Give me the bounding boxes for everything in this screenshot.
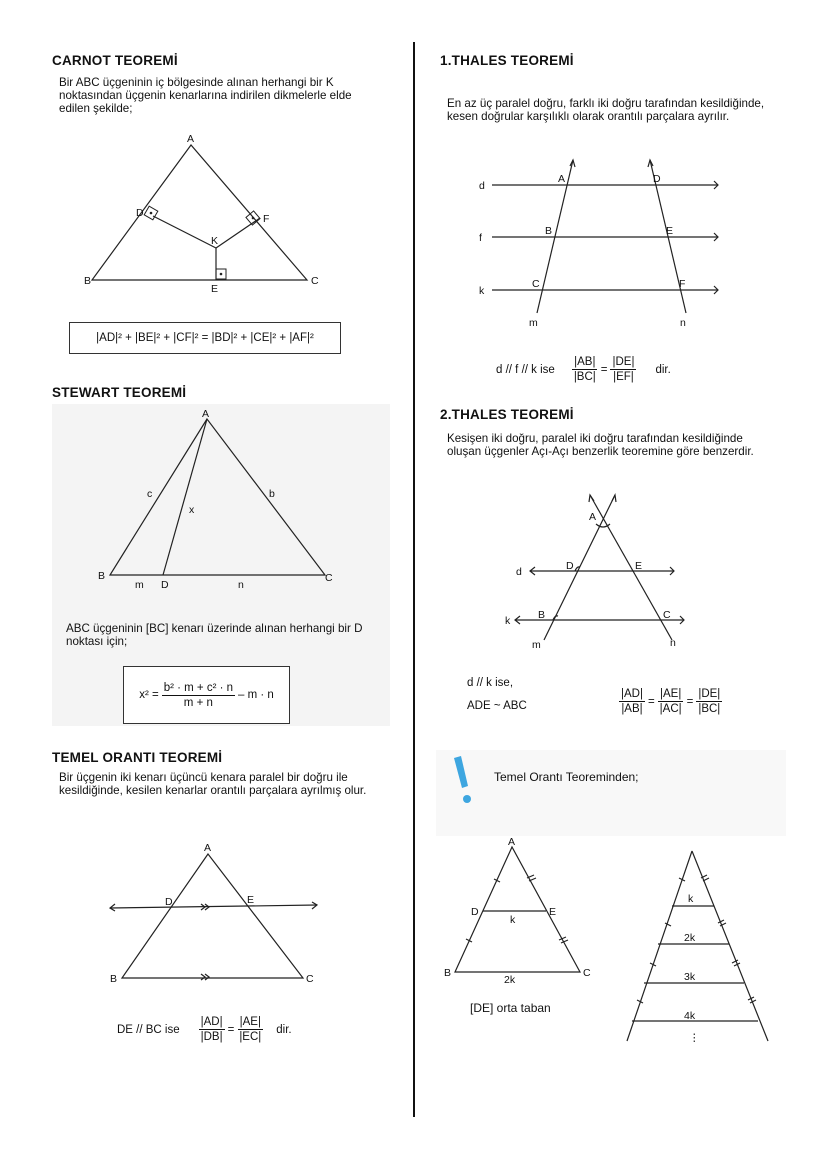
stewart-text: ABC üçgeninin [BC] kenarı üzerinde alınan herhangi bir D noktası için;: [66, 622, 363, 648]
thales2-similar: ADE ~ ABC: [467, 700, 527, 712]
carnot-formula: |AD|² + |BE|² + |CF|² = |BD|² + |CE|² + |AF|²: [96, 332, 314, 344]
label-e: E: [635, 560, 643, 572]
label-b: B: [545, 225, 553, 237]
label-b: B: [538, 609, 546, 621]
label-d: D: [161, 579, 169, 591]
exclamation-icon: [448, 755, 478, 807]
note-panel: [436, 750, 786, 836]
label-b: B: [110, 973, 118, 985]
thales2-figure: [500, 490, 690, 655]
thales2-fraction-3: $\frac{|DE|}{|BC|}$: [698, 688, 721, 715]
stewart-formula-tail: – m · n: [238, 689, 274, 701]
stewart-title: STEWART TEOREMİ: [52, 385, 187, 400]
triangle-abc: [122, 854, 303, 978]
label-a: A: [558, 173, 566, 185]
ladder-figure: [620, 845, 780, 1045]
note-text: Temel Orantı Teoreminden;: [494, 770, 639, 784]
label-d: D: [653, 173, 661, 185]
perpendicular-kf: [216, 218, 260, 248]
thales1-text: En az üç paralel doğru, farklı iki doğru tarafından kesildiğinde, kesen doğrular karşılıklı olarak orantılı parçalara ayrılır.: [447, 97, 765, 123]
thales1-fraction-2: $\frac{|DE|}{|EF|}$: [612, 356, 635, 383]
cevian-ad: [163, 419, 207, 575]
carnot-figure: [80, 130, 340, 300]
stewart-denominator: m + n: [183, 696, 213, 709]
thales2-fraction-1: $\frac{|AD|}{|AB|}$: [621, 688, 643, 715]
label-side-c: c: [147, 488, 153, 500]
thales2-text: Kesişen iki doğru, paralel iki doğru tarafından kesildiğinde oluşan üçgenler Açı-Açı benzerlik teoremine göre benzerdir.: [447, 432, 754, 458]
label-e: E: [247, 894, 255, 906]
label-c: C: [532, 278, 540, 290]
ladder-dots: ⋮: [689, 1032, 700, 1044]
label-f: F: [263, 213, 270, 225]
temel-cond: DE // BC ise: [117, 1023, 180, 1036]
ladder-label-1: k: [688, 893, 694, 905]
label-line-k: k: [479, 285, 485, 297]
label-b: B: [84, 275, 92, 287]
label-m: m: [532, 639, 541, 651]
ladder-label-3: 3k: [684, 971, 696, 983]
label-b: B: [444, 967, 452, 979]
label-m: m: [529, 317, 538, 329]
label-c: C: [583, 967, 591, 979]
thales2-formula: $\frac{|AD|}{|AB|}$ = $\frac{|AE|}{|AC|}$ = $\frac{|DE|}{|BC|}$: [621, 688, 721, 715]
label-b: B: [98, 570, 106, 582]
label-a: A: [204, 842, 212, 854]
label-x: x: [189, 504, 195, 516]
thales1-formula: d // f // k ise $\frac{|AB|}{|BC|}$ = $\frac{|DE|}{|EF|}$ dir.: [496, 356, 671, 383]
stewart-figure: [95, 405, 345, 590]
temel-title: TEMEL ORANTI TEOREMİ: [52, 750, 223, 765]
temel-tail: dir.: [276, 1023, 292, 1036]
temel-fraction-1: $\frac{|AD|}{|DB|}$: [200, 1016, 223, 1043]
label-a: A: [202, 408, 210, 420]
transversal-m: [544, 495, 615, 640]
label-n: n: [670, 637, 676, 649]
note-caption: [DE] orta taban: [470, 1001, 551, 1015]
label-c: C: [306, 973, 314, 985]
column-divider: [413, 42, 415, 1117]
thales2-title: 2.THALES TEOREMİ: [440, 407, 574, 422]
thales1-title: 1.THALES TEOREMİ: [440, 53, 574, 68]
label-a: A: [508, 836, 516, 848]
label-line-d: d: [516, 566, 522, 578]
label-side-b: b: [269, 488, 275, 500]
label-n: n: [238, 579, 244, 591]
thales2-fraction-2: $\frac{|AE|}{|AC|}$: [659, 688, 682, 715]
label-a: A: [589, 511, 597, 523]
label-e: E: [549, 906, 557, 918]
carnot-title: CARNOT TEOREMİ: [52, 53, 178, 68]
stewart-fraction: [162, 682, 235, 709]
triangle-abc: [92, 145, 307, 280]
label-e: E: [666, 225, 674, 237]
carnot-text: Bir ABC üçgeninin iç bölgesinde alınan herhangi bir K noktasından üçgenin kenarlarına indirilen dikmelerle elde edilen şekilde;: [59, 76, 352, 115]
temel-figure: [105, 838, 325, 988]
stewart-numerator: b² · m + c² · n: [163, 681, 234, 694]
label-d: D: [471, 906, 479, 918]
ladder-label-2: 2k: [684, 932, 696, 944]
label-k: K: [211, 235, 219, 247]
label-line-f: f: [479, 232, 482, 244]
thales2-cond: d // k ise,: [467, 677, 514, 689]
triangle-abc: [110, 419, 325, 575]
label-f: F: [679, 278, 686, 290]
perpendicular-kd: [153, 216, 219, 248]
thales1-cond: d // f // k ise: [496, 363, 555, 376]
temel-text: Bir üçgenin iki kenarı üçüncü kenara paralel bir doğru ile kesildiğinde, kesilen kenarlar orantılı parçalara ayrılmış olur.: [59, 771, 367, 797]
label-d: D: [165, 896, 173, 908]
label-c: C: [325, 572, 333, 584]
thales1-tail: dir.: [655, 363, 671, 376]
stewart-formula-box: [123, 666, 290, 724]
thales1-fraction-1: $\frac{|AB|}{|BC|}$: [573, 356, 596, 383]
label-e: E: [211, 283, 219, 295]
transversal-n: [590, 495, 672, 640]
line-de: [110, 905, 317, 908]
ladder-right-side: [692, 851, 768, 1041]
ladder-label-4: 4k: [684, 1010, 696, 1022]
temel-fraction-2: $\frac{|AE|}{|EC|}$: [239, 1016, 262, 1043]
label-c: C: [311, 275, 319, 287]
label-line-d: d: [479, 180, 485, 192]
label-d: D: [136, 207, 144, 219]
temel-formula: DE // BC ise $\frac{|AD|}{|DB|}$ = $\frac{|AE|}{|EC|}$ dir.: [117, 1016, 292, 1043]
stewart-formula-lhs: x² =: [139, 689, 159, 701]
carnot-formula-box: [69, 322, 341, 354]
thales1-figure: [470, 158, 730, 333]
label-a: A: [187, 133, 195, 145]
label-n: n: [680, 317, 686, 329]
label-c: C: [663, 609, 671, 621]
label-2k: 2k: [504, 974, 516, 986]
label-k: k: [510, 914, 516, 926]
label-m: m: [135, 579, 144, 591]
label-line-k: k: [505, 615, 511, 627]
label-d: D: [566, 560, 574, 572]
midsegment-figure: [440, 835, 600, 985]
